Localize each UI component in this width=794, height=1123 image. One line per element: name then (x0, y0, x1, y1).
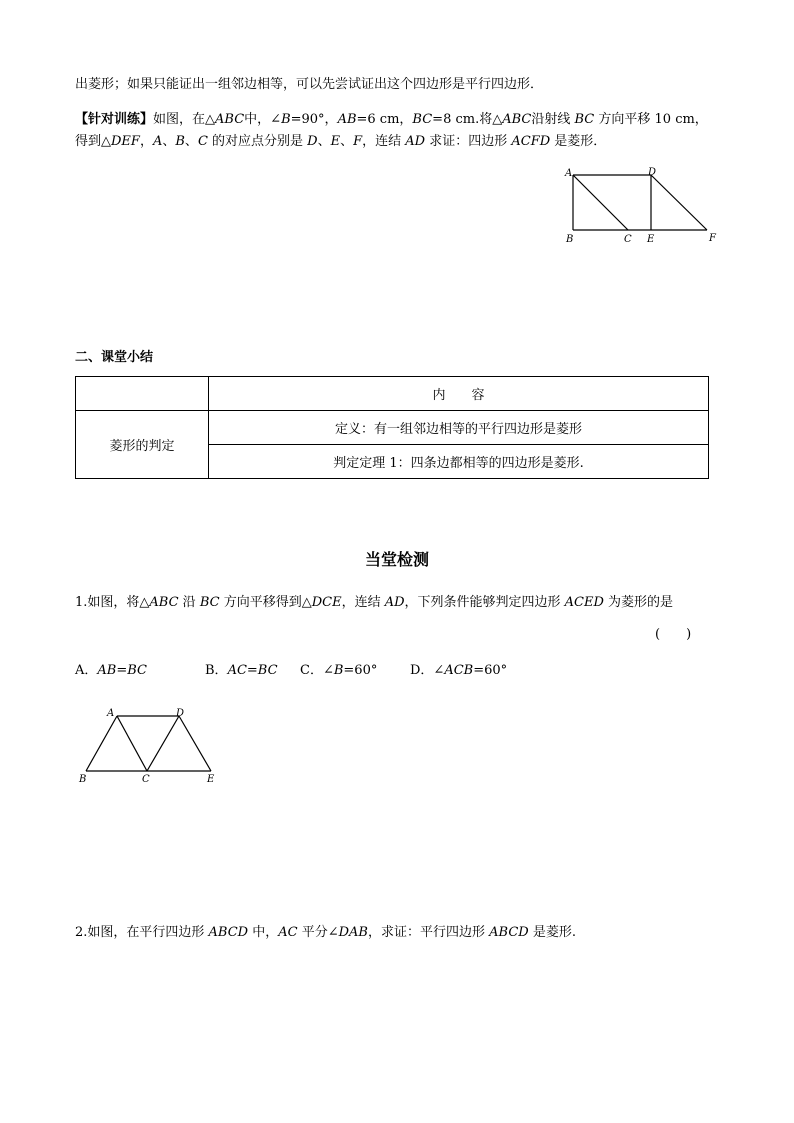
text-run: ，下列条件能够判定四边形 (404, 595, 565, 610)
math-variable: ABC (149, 595, 179, 610)
text-run: 是菱形． (550, 134, 607, 149)
text-run: 沿射线 (531, 112, 575, 127)
label-a: A (565, 168, 573, 179)
option-c (300, 662, 377, 680)
text-run: =8 cm.将△ (432, 112, 503, 127)
label-b: B (566, 234, 574, 245)
practice-tag: 【针对训练】 (75, 112, 154, 127)
text-run: C．∠ (300, 663, 334, 678)
text-run: 求证：四边形 (425, 134, 512, 149)
math-variable: AC=BC (227, 663, 278, 678)
text-run: 、 (184, 134, 198, 149)
math-variable: A (152, 134, 163, 149)
text-run: ，求证：平行四边形 (368, 925, 490, 940)
text-run: 中，∠ (244, 112, 282, 127)
label-d: D (648, 167, 657, 178)
math-variable: DCE (311, 595, 342, 610)
summary-table-header-row (76, 377, 709, 411)
math-variable: ABCD (208, 925, 249, 940)
math-variable: C (197, 134, 208, 149)
math-variable: ACED (564, 595, 604, 610)
text-run: D．∠ (410, 663, 445, 678)
math-variable: AD (405, 134, 426, 149)
text-run: 如图，在△ (153, 112, 216, 127)
label-b: B (79, 774, 87, 785)
text-run: ，连结 (362, 134, 406, 149)
practice-line-2 (75, 133, 606, 151)
segment-ac (117, 716, 147, 771)
segment-ac (573, 175, 628, 230)
summary-table-header: 内 容 (209, 377, 709, 411)
text-run: ， (139, 134, 153, 149)
text-run: 沿 (178, 595, 200, 610)
answer-paren: ( ) (655, 627, 692, 642)
math-variable: BC (574, 112, 595, 127)
math-variable: ACB (444, 663, 474, 678)
label-c: C (142, 774, 150, 785)
label-e: E (207, 774, 215, 785)
math-variable: B (175, 134, 185, 149)
math-variable: DEF (111, 134, 140, 149)
practice-figure (560, 160, 730, 250)
summary-definition: 定义：有一组邻边相等的平行四边形是菱形 (209, 411, 709, 445)
text-run: =6 cm， (356, 112, 413, 127)
text-run: 中， (248, 925, 279, 940)
math-variable: ABCD (489, 925, 529, 940)
math-variable: ACFD (511, 134, 551, 149)
label-d: D (176, 708, 185, 719)
text-run: 1.如图，将△ (75, 595, 150, 610)
segment-df (651, 175, 707, 230)
math-variable: AC (278, 925, 298, 940)
math-variable: D (307, 134, 318, 149)
question-1-figure (75, 705, 225, 790)
segment-de (179, 716, 211, 771)
math-variable: E (330, 134, 341, 149)
summary-theorem: 判定定理 1：四条边都相等的四边形是菱形. (209, 445, 709, 479)
math-variable: AD (384, 595, 405, 610)
practice-line-1 (75, 111, 708, 129)
math-variable: B (333, 663, 344, 678)
text-run: =90°， (290, 112, 338, 127)
text-run: 是菱形. (528, 925, 576, 940)
segment-cd (147, 716, 179, 771)
question-2 (75, 924, 576, 942)
text-run: 、 (162, 134, 176, 149)
text-run: 、 (317, 134, 331, 149)
text-run: 方向平移 10 cm， (594, 112, 708, 127)
text-run: 得到△ (75, 134, 111, 149)
label-e: E (647, 234, 655, 245)
text-run: ，连结 (341, 595, 385, 610)
text-run: A． (75, 663, 98, 678)
label-f: F (709, 233, 716, 244)
text-run: 2.如图，在平行四边形 (75, 925, 209, 940)
question-1 (75, 594, 673, 612)
segment-ba (86, 716, 117, 771)
math-variable: AB=BC (97, 663, 147, 678)
summary-row-label: 菱形的判定 (76, 411, 209, 479)
text-run: 平分∠ (297, 925, 339, 940)
text-run: 的对应点分别是 (207, 134, 308, 149)
text-run: B． (205, 663, 228, 678)
summary-table-row (76, 411, 709, 445)
label-c: C (624, 234, 632, 245)
math-variable: AB (337, 112, 357, 127)
text-run: =60° (343, 663, 378, 678)
practice-line-1-text (153, 112, 708, 127)
math-variable: F (353, 134, 363, 149)
text-run: 为菱形的是 (603, 595, 674, 610)
summary-table-empty-cell (76, 377, 209, 411)
option-d (410, 662, 507, 680)
option-b (205, 662, 278, 680)
text-run: 方向平移得到△ (219, 595, 312, 610)
math-variable: DAB (338, 925, 368, 940)
math-variable: ABC (502, 112, 532, 127)
summary-table (75, 376, 709, 479)
math-variable: ABC (215, 112, 245, 127)
intro-paragraph: 出菱形；如果只能证出一组邻边相等，可以先尝试证出这个四边形是平行四边形． (75, 77, 544, 92)
math-variable: B (281, 112, 291, 127)
label-a: A (107, 708, 115, 719)
summary-heading: 二、课堂小结 (75, 350, 154, 365)
math-variable: BC (412, 112, 433, 127)
text-run: 、 (340, 134, 354, 149)
test-title: 当堂检测 (364, 550, 429, 569)
math-variable: BC (199, 595, 220, 610)
option-a (75, 662, 147, 680)
text-run: =60° (473, 663, 508, 678)
